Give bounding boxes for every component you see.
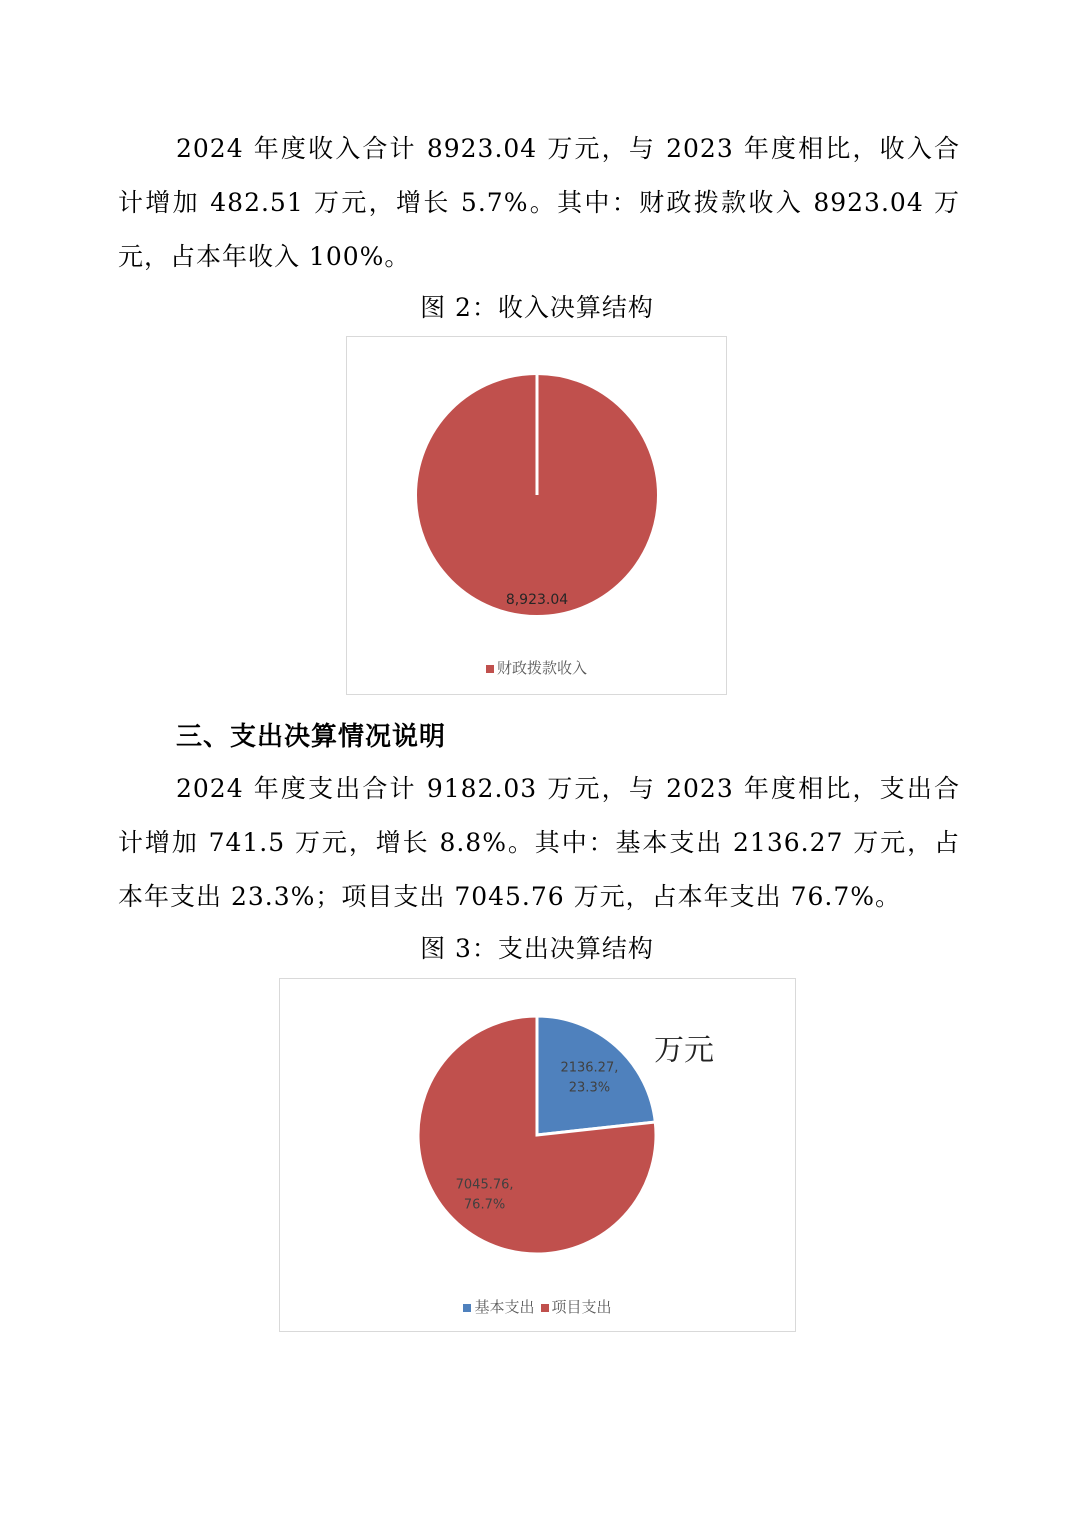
section-heading: 三、支出决算情况说明 — [176, 722, 447, 752]
legend-item-0 — [486, 657, 587, 678]
expense-pie-svg — [280, 979, 797, 1333]
legend-item-0 — [463, 1296, 534, 1317]
figure-2-caption: 图 2：收入决算结构 — [420, 293, 654, 322]
income-chart-legend — [347, 657, 726, 678]
pie-data-label-1: 7045.76, 76.7% — [455, 1177, 514, 1213]
income-paragraph: 2024 年度收入合计 8923.04 万元，与 2023 年度相比，收入合计增加 482.51 万元，增长 5.7%。其中：财政拨款收入 8923.04 万元，占本年收入 100%。 — [118, 134, 960, 271]
expense-chart-legend — [280, 1296, 795, 1317]
expense-paragraph: 2024 年度支出合计 9182.03 万元，与 2023 年度相比，支出合计增加 741.5 万元，增长 8.8%。其中：基本支出 2136.27 万元，占本年支出 23.3%；项目支出 7045.76 万元，占本年支出 76.7%。 — [118, 774, 960, 911]
legend-label-0: 基本支出 — [474, 1298, 535, 1316]
expense-pie-chart — [279, 978, 796, 1332]
pie-data-label-0: 8,923.04 — [505, 592, 569, 608]
legend-label-1: 项目支出 — [551, 1298, 612, 1316]
legend-swatch-1 — [541, 1304, 549, 1312]
pie-data-label-0: 2136.27, 23.3% — [560, 1060, 619, 1096]
chart-unit-title: 万元 — [654, 1033, 714, 1068]
income-pie-svg — [347, 337, 728, 696]
figure-3-caption: 图 3：支出决算结构 — [420, 934, 654, 963]
legend-swatch-0 — [463, 1304, 471, 1312]
legend-swatch-0 — [486, 665, 494, 673]
legend-item-1 — [541, 1296, 612, 1317]
income-pie-chart — [346, 336, 727, 695]
legend-label-0: 财政拨款收入 — [496, 659, 587, 677]
